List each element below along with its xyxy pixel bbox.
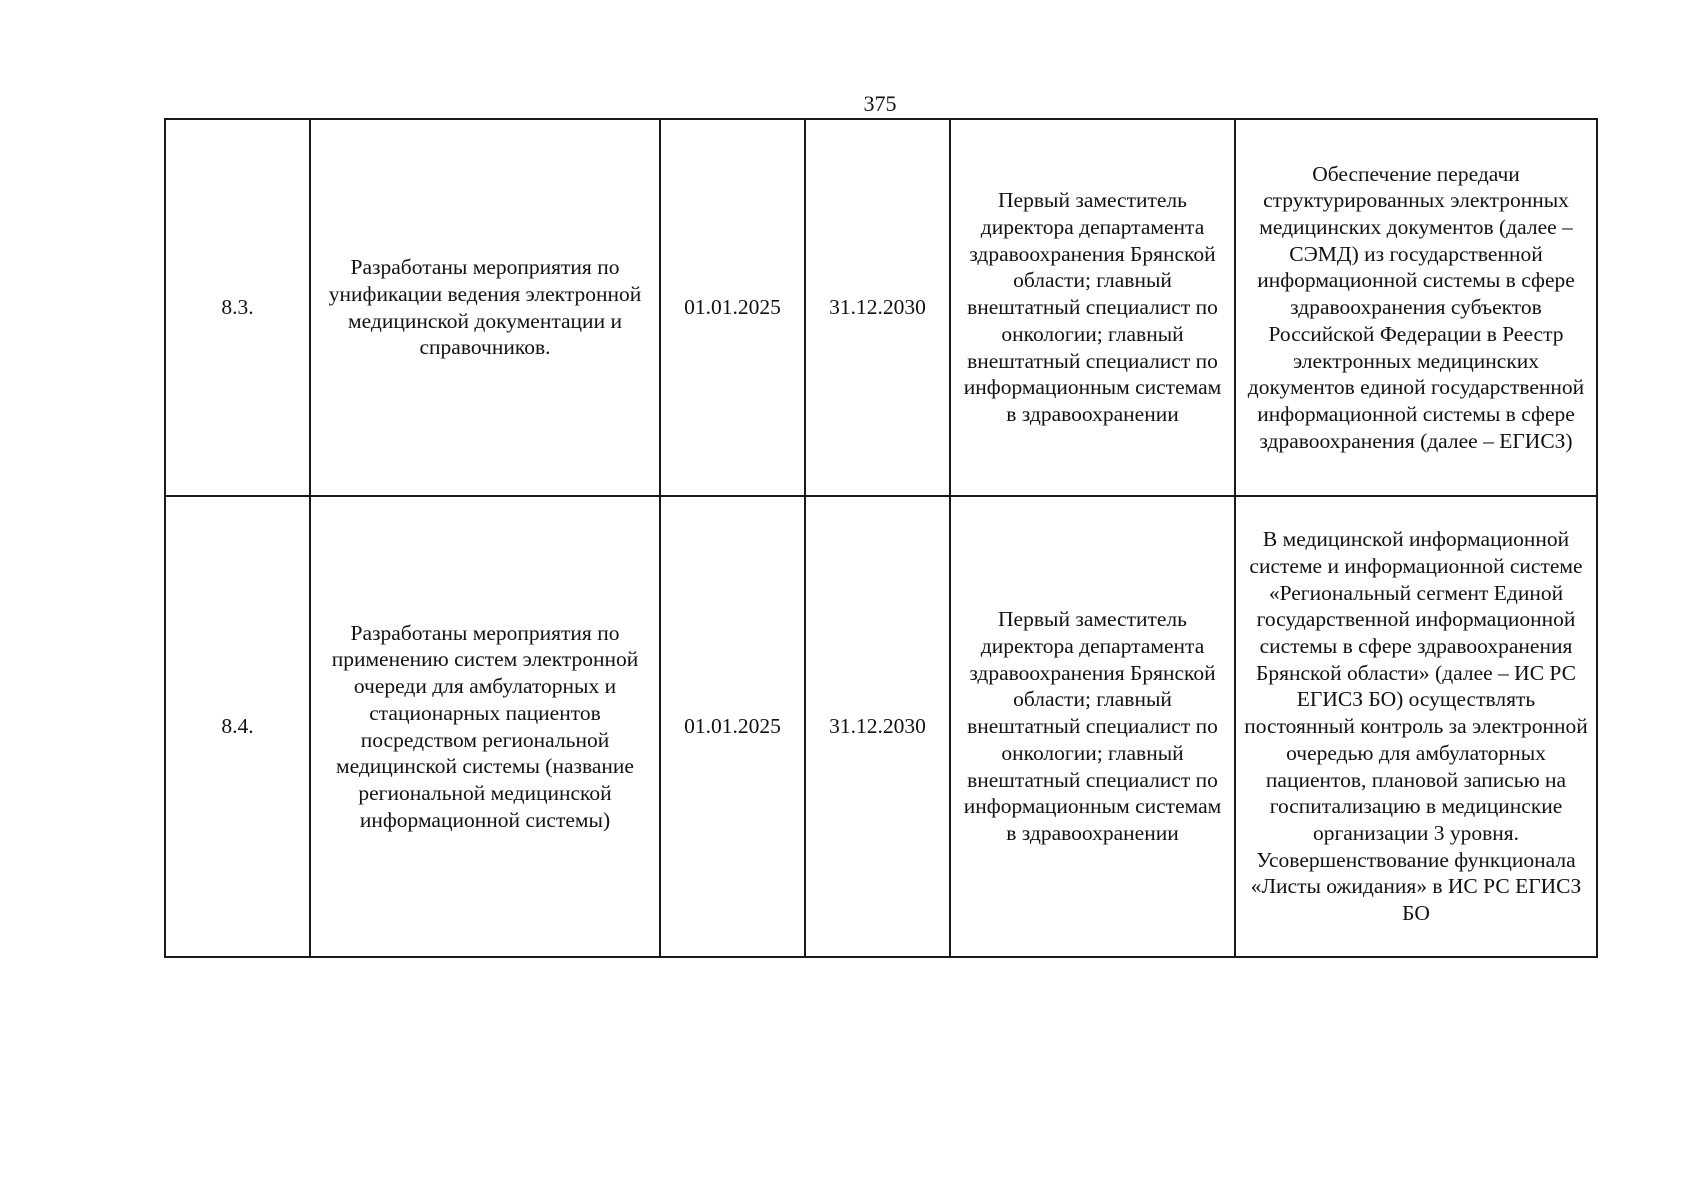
result-cell: Обеспечение передачи структурированных электронных медицинских документов (далее – СЭМД) из государственной информационной системы в сфере здравоохранения субъектов Российской Федерации в Реестр электронных медицинских документов единой государственной информационной системы в сфере здравоохранения (далее – ЕГИСЗ)	[1235, 119, 1597, 496]
row-number-cell: 8.3.	[165, 119, 310, 496]
page-number: 375	[863, 91, 897, 116]
end-date-cell: 31.12.2030	[805, 119, 950, 496]
start-date-cell: 01.01.2025	[660, 496, 805, 957]
responsible-cell: Первый заместитель директора департамента здравоохранения Брянской области; главный внештатный специалист по онкологии; главный внештатный специалист по информационным системам в здравоохранении	[950, 119, 1235, 496]
result-cell: В медицинской информационной системе и информационной системе «Региональный сегмент Единой государственной информационной системы в сфере здравоохранения Брянской области» (далее – ИС РС ЕГИСЗ БО) осуществлять постоянный контроль за электронной очередью для амбулаторных пациентов, плановой записью на госпитализацию в медицинские организации 3 уровня. Усовершенствование функционала «Листы ожидания» в ИС РС ЕГИСЗ БО	[1235, 496, 1597, 957]
table-row	[165, 496, 1597, 957]
row-number-cell: 8.4.	[165, 496, 310, 957]
event-cell: Разработаны мероприятия по применению систем электронной очереди для амбулаторных и стационарных пациентов посредством региональной медицинской системы (название региональной медицинской информационной системы)	[310, 496, 660, 957]
responsible-cell: Первый заместитель директора департамента здравоохранения Брянской области; главный внештатный специалист по онкологии; главный внештатный специалист по информационным системам в здравоохранении	[950, 496, 1235, 957]
end-date-cell: 31.12.2030	[805, 496, 950, 957]
start-date-cell: 01.01.2025	[660, 119, 805, 496]
table-row	[165, 119, 1597, 496]
event-cell: Разработаны мероприятия по унификации ведения электронной медицинской документации и справочников.	[310, 119, 660, 496]
activities-table	[164, 118, 1598, 958]
